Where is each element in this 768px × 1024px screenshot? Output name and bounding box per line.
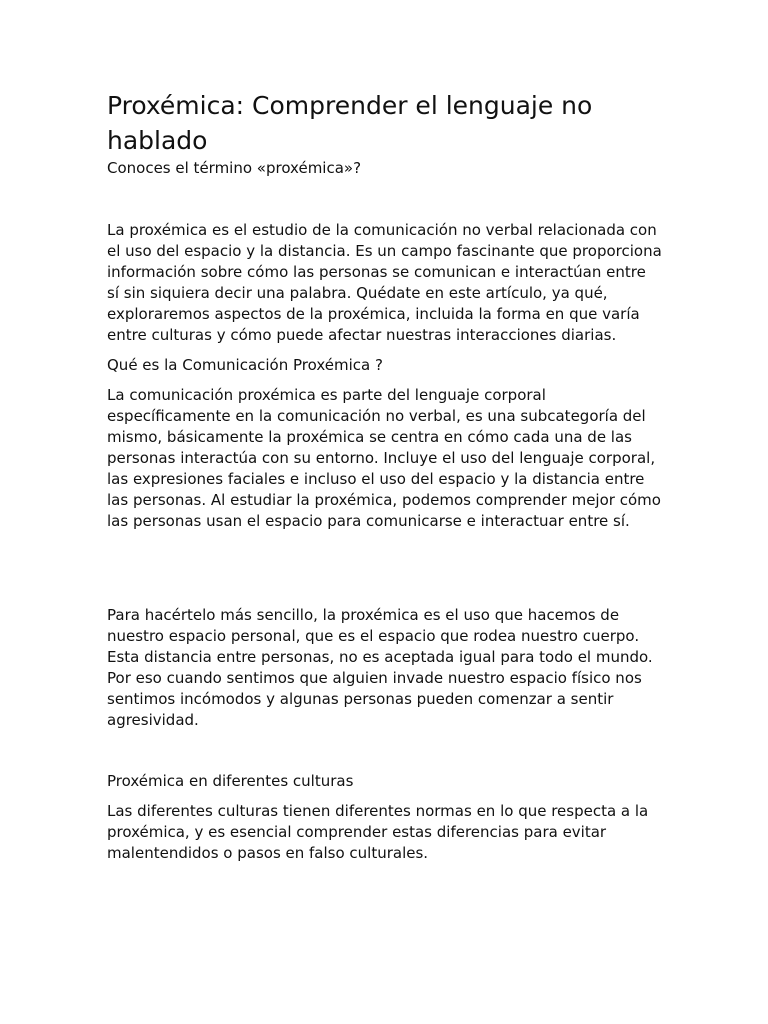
section-paragraph-proxemic-communication: La comunicación proxémica es parte del lenguaje corporal específicamente en la comunicación no verbal, es una subcategoría del mismo, básicamente la proxémica se centra en cómo cada una de las personas interactúa con su entorno. Incluye el uso del lenguaje corporal, las expresiones faciales e incluso el uso del espacio y la distancia entre las personas. Al estudiar la proxémica, podemos comprender mejor cómo las personas usan el espacio para comunicarse e interactuar entre sí. [107,386,661,530]
section-paragraph-personal-space: Para hacértelo más sencillo, la proxémica es el uso que hacemos de nuestro espacio personal, que es el espacio que rodea nuestro cuerpo. Esta distancia entre personas, no es aceptada igual para todo el mundo. Por eso cuando sentimos que alguien invade nuestro espacio físico nos sentimos incómodos y algunas personas pueden comenzar a sentir agresividad. [107,606,653,729]
section-heading-cultures: Proxémica en diferentes culturas [107,772,354,790]
section-paragraph-cultures: Las diferentes culturas tienen diferentes normas en lo que respecta a la proxémica, y es esencial comprender estas diferencias para evitar malentendidos o pasos en falso culturales. [107,802,649,862]
document-subtitle: Conoces el término «proxémica»? [107,159,362,177]
section-heading-proxemic-communication: Qué es la Comunicación Proxémica ? [107,356,383,374]
document-page [107,88,662,864]
document-title: Proxémica: Comprender el lenguaje no hablado [107,91,593,155]
intro-paragraph: La proxémica es el estudio de la comunicación no verbal relacionada con el uso del espacio y la distancia. Es un campo fascinante que proporciona información sobre cómo las personas se comunican e interactúan entre sí sin siquiera decir una palabra. Quédate en este artículo, ya qué, exploraremos aspectos de la proxémica, incluida la forma en que varía entre culturas y cómo puede afectar nuestras interacciones diarias. [107,221,662,344]
